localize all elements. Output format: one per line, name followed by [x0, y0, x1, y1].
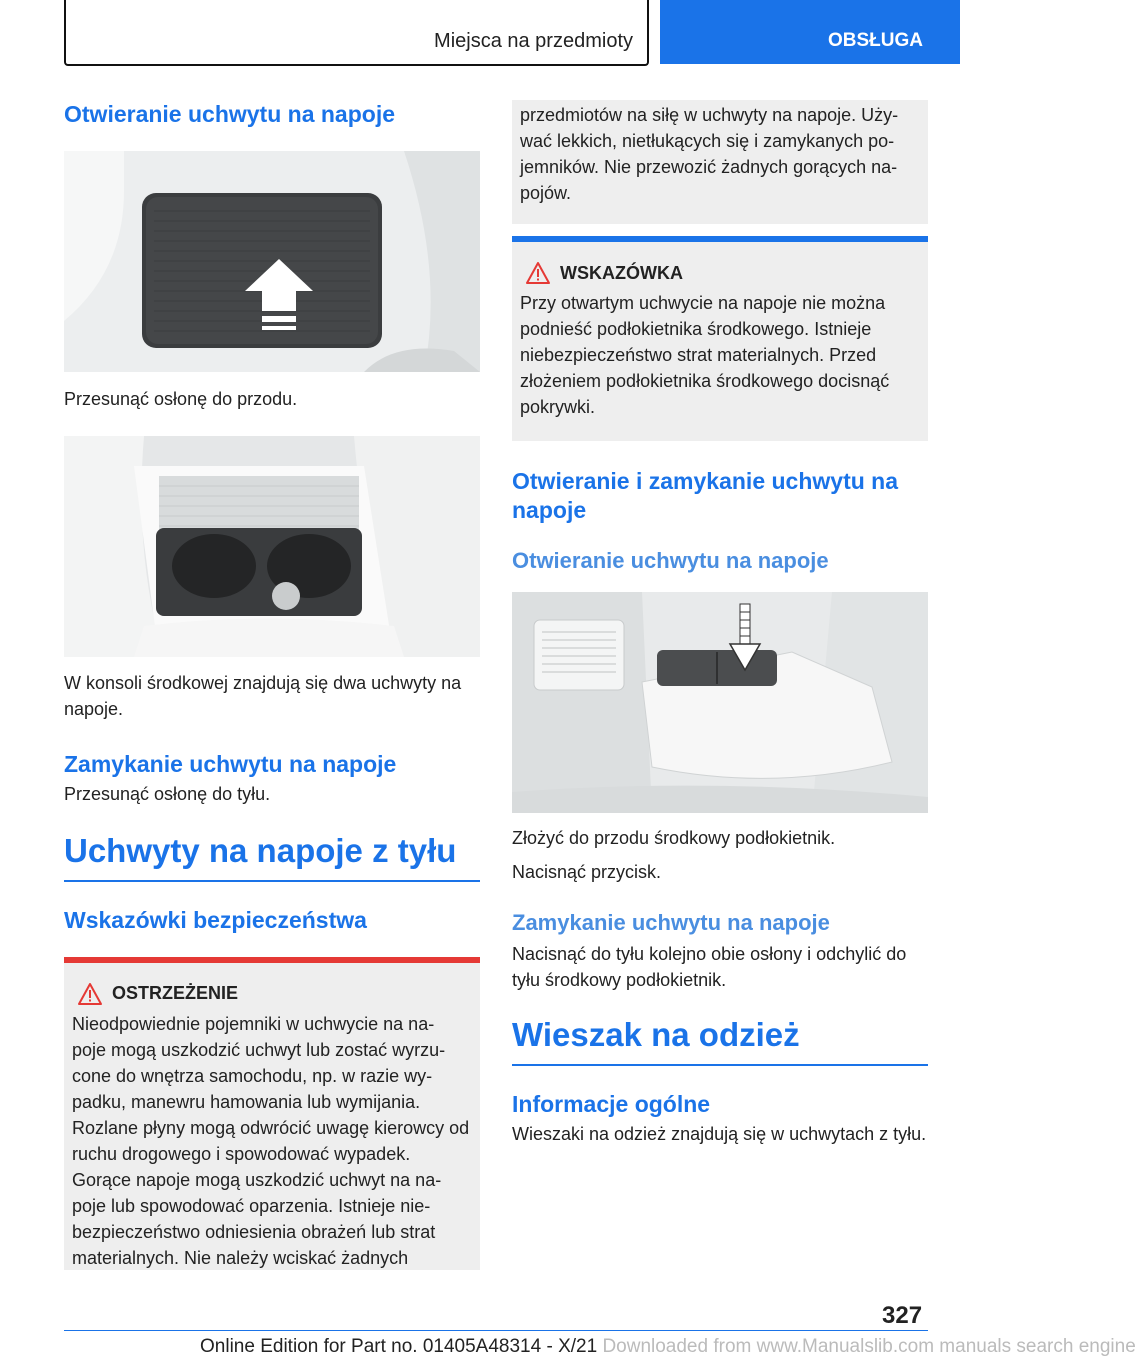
notice-heading	[526, 262, 920, 284]
notice-title: WSKAZÓWKA	[560, 262, 683, 283]
notice-triangle-icon	[526, 262, 550, 284]
heading-safety: Wskazówki bezpieczeństwa	[64, 907, 367, 934]
photo-cover-closed	[64, 151, 480, 372]
warning-box-continued	[512, 100, 928, 224]
warning-text-continued: przedmiotów na siłę w uchwyty na napoje. Uży- wać lekkich, nietłukących się i zamykanych po- jemników. Nie przewozić żadnych gorących na- pojów.	[520, 105, 899, 203]
right-column	[512, 100, 928, 1147]
heading-rear-holders: Uchwyty na napoje z tyłu	[64, 831, 480, 883]
heading-general-info: Informacje ogólne	[512, 1091, 711, 1118]
section-name: Miejsca na przedmioty	[434, 30, 633, 52]
text-close-steps: Nacisnąć do tyłu kolejno obie osłony i odchylić do tyłu środkowy podłokietnik.	[512, 943, 907, 990]
chapter-label: OBSŁUGA	[828, 30, 923, 51]
edition-text: Online Edition for Part no. 01405A48314 - X/21	[200, 1336, 598, 1357]
notice-text: Przy otwartym uchwycie na napoje nie można podnieść podłokietnika środkowego. Istnieje niebezpieczeństwo strat materialnych. Przed złożeniem podłokietnika środkowego docisnąć pokrywki.	[520, 293, 890, 417]
site-watermark: Downloaded from www.Manualslib.com manuals search engine	[602, 1336, 1136, 1357]
heading-close-rear: Zamykanie uchwytu na napoje	[512, 910, 830, 935]
notice-box	[512, 236, 928, 441]
left-column	[64, 100, 480, 1270]
heading-coat-hooks: Wieszak na odzież	[512, 1015, 928, 1067]
warning-title: OSTRZEŻENIE	[112, 983, 239, 1004]
heading-open-close-rear: Otwieranie i zamykanie uchwytu na napoje	[512, 468, 899, 523]
chapter-tab[interactable]	[660, 0, 960, 64]
text-fold-armrest: Złożyć do przodu środkowy podłokietnik.	[512, 828, 836, 848]
photo-rear-armrest	[512, 592, 928, 813]
text-slide-back: Przesunąć osłonę do tyłu.	[64, 783, 271, 804]
photo-cupholders-open	[64, 436, 480, 657]
text-slide-forward: Przesunąć osłonę do przodu.	[64, 388, 298, 409]
text-coat-hooks: Wieszaki na odzież znajdują się w uchwytach z tyłu.	[512, 1123, 927, 1144]
footer-edition	[200, 1336, 1136, 1358]
footer-rule	[64, 1330, 928, 1331]
warning-triangle-icon	[78, 983, 102, 1005]
page-number: 327	[882, 1302, 923, 1329]
warning-text: Nieodpowiednie pojemniki w uchwycie na na- poje mogą uszkodzić uchwyt lub zostać wyrzu- cone do wnętrza samochodu, np. w razie wy- padku, manewru hamowania lub wymijania. Rozlane płyny mogą odwrócić uwagę kierowcy od ruchu drogowego i spowodować wypadek. Gorące napoje mogą uszkodzić uchwyt na na- poje lub spowodować oparzenia. Istnieje nie- bezpieczeństwo odniesienia obrażeń lub strat materialnych. Nie należy wciskać żadnych	[72, 1013, 470, 1268]
warning-box	[64, 957, 480, 1270]
heading-open-rear: Otwieranie uchwytu na napoje	[512, 547, 829, 573]
warning-heading	[78, 983, 472, 1005]
heading-open-front: Otwieranie uchwytu na napoje	[64, 101, 396, 127]
header-frame	[64, 0, 649, 66]
text-press-button: Nacisnąć przycisk.	[512, 862, 662, 882]
text-two-holders: W konsoli środkowej znajdują się dwa uchwyty na napoje.	[64, 672, 462, 719]
heading-close-front: Zamykanie uchwytu na napoje	[64, 750, 397, 777]
